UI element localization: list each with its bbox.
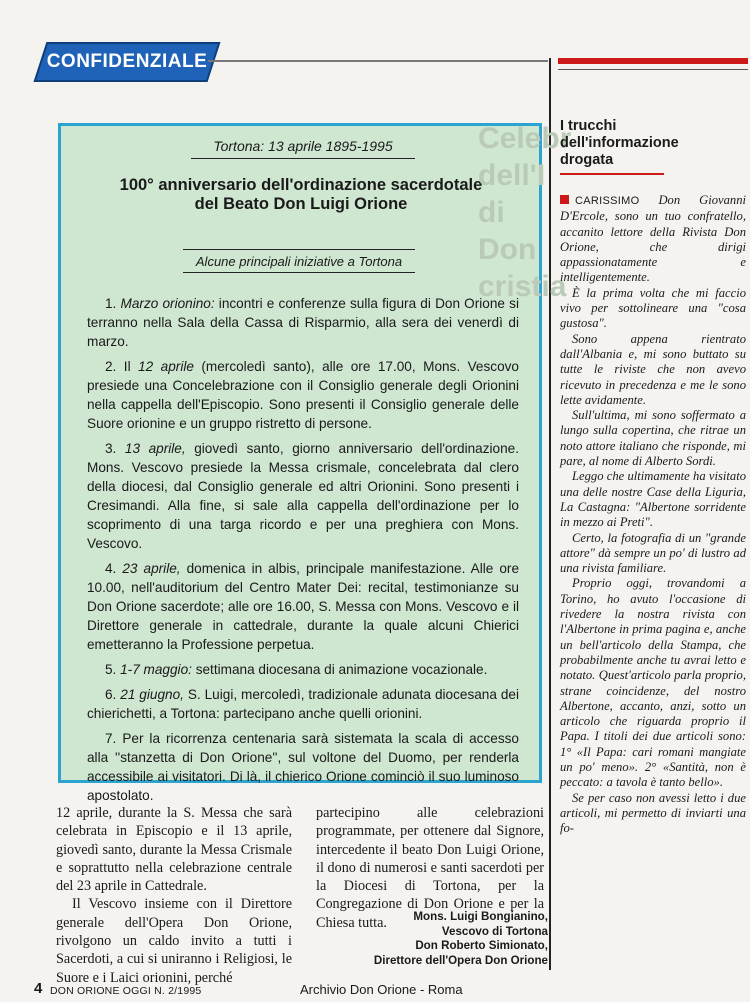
signature-block — [316, 910, 548, 968]
initiative-item: 2. Il 12 aprile (mercoledì santo), alle ore 17.00, Mons. Vescovo presiede una Concelebrazione con il Consiglio generale degli Orionini nella cappella dell'Episcopio. Sono presenti il Consiglio generale delle Suore orionine e un gruppo ristretto di persone. — [87, 359, 519, 431]
box-title-line: 100° anniversario dell'ordinazione sacerdotale — [119, 176, 483, 194]
anniversary-box — [58, 123, 542, 803]
archive-credit: Archivio Don Orione - Roma — [300, 982, 463, 997]
sidebar-thin-rule — [558, 69, 748, 70]
initiatives-list — [87, 294, 519, 811]
letter-paragraph: Se per caso non avessi letto i due articoli, mi permetto di inviarti una fo- — [560, 790, 746, 836]
box-title-line: del Beato Don Luigi Orione — [194, 195, 408, 213]
letter-paragraph: Certo, la fotografia di un "grande attore" dà sempre un po' di lustro ad una rivista familiare. — [560, 530, 746, 576]
red-square-icon — [560, 195, 569, 204]
box-title — [81, 176, 521, 214]
article-paragraph: partecipino alle celebrazioni programmate, per ottenere dal Signore, intercedente il beato Don Luigi Orione, il dono di numerosi e santi sacerdoti per la Diocesi di Tortona, per la Congregazione di Don Orione e per la Chiesa tutta. — [316, 805, 544, 931]
sidebar-title: I trucchi dell'informazione drogata — [560, 118, 679, 168]
letter-paragraph: Leggo che ultimamente ha visitato una delle nostre Case della Liguria, La Castagna: "Albertone sorridente in mezzo ai Preti". — [560, 469, 746, 530]
initiative-item: 3. 13 aprile, giovedì santo, giorno anniversario dell'ordinazione. Mons. Vescovo presiede la Messa crismale, concelebrata dal clero della diocesi, dal Consiglio generale ed altri Orionini. Sono presenti i Cresimandi. Alla fine, si sale alla cappella dell'ordinazione per lo scoprimento di una targa ricordo e per una preghiera con Mons. Vescovo. — [87, 441, 519, 551]
article-paragraph: 12 aprile, durante la S. Messa che sarà celebrata in Episcopio e il 13 aprile, giovedì santo, durante la Messa Crismale e soprattutto nella celebrazione centrale del 23 aprile in Cattedrale. — [56, 805, 292, 895]
letters-sidebar — [560, 118, 746, 836]
letter-paragraph: CARISSIMO Don Giovanni D'Ercole, sono un tuo confratello, accanito lettore della Rivista Don Orione, che dirigi appassionatamente e intelligentemente. — [560, 193, 746, 285]
letter-paragraph: Sono appena rientrato dall'Albania e, mi sono buttato su tutte le riviste che non avevo ricevuto in precedenza e me le sono lette avidamente. — [560, 331, 746, 407]
box-date-line: Tortona: 13 aprile 1895-1995 — [191, 138, 415, 159]
sidebar-letter — [560, 193, 746, 836]
signature-line: Mons. Luigi Bongianino, — [413, 910, 548, 923]
signature-line: Direttore dell'Opera Don Orione — [373, 953, 548, 967]
letter-paragraph: Sull'ultima, mi sono soffermato a lungo sulla copertina, che ritrae un noto attore italiano che risponde, mi pare, al nome di Alberto Sordi. — [560, 408, 746, 469]
sidebar-title-rule — [560, 173, 664, 175]
background-photo-text: Celebr dell'I di Don cristia — [478, 122, 572, 303]
publication-name: DON ORIONE OGGI N. 2/1995 — [50, 985, 202, 997]
box-subtitle: Alcune principali iniziative a Tortona — [183, 249, 415, 273]
initiative-item: 7. Per la ricorrenza centenaria sarà sistemata la scala di accesso alla ''stanzetta di Don Orione'', sul voltone del Duomo, per renderla accessibile ai visitatori. Di là, il chierico Orione cominciò il suo luminoso apostolato. — [87, 731, 519, 803]
signature-line: Vescovo di Tortona — [441, 924, 548, 938]
initiative-item: 1. Marzo orionino: incontri e conferenze sulla figura di Don Orione si terranno nella Sala della Cassa di Risparmio, alla sera dei venerdì di marzo. — [87, 296, 519, 349]
section-label: CONFIDENZIALE — [46, 51, 208, 72]
header-rule — [208, 60, 548, 62]
signature-line: Don Roberto Simionato, — [415, 939, 548, 952]
initiative-item: 4. 23 aprile, domenica in albis, principale manifestazione. Alle ore 10.00, nell'auditorium del Centro Mater Dei: recital, testimonianze su Don Orione sacerdote; alle ore 16.00, S. Messa con Mons. Vescovo e il Direttore generale in cattedrale, durante la quale alcuni Chierici emetteranno la Professione perpetua. — [87, 561, 520, 652]
initiative-item: 6. 21 giugno, S. Luigi, mercoledì, tradizionale adunata diocesana dei chierichetti, a Tortona: partecipano anche quelli orionini. — [87, 687, 519, 721]
section-label-tab — [34, 42, 221, 82]
initiative-item: 5. 1-7 maggio: settimana diocesana di animazione vocazionale. — [105, 662, 488, 677]
page-number: 4 — [34, 980, 43, 997]
letter-paragraph: È la prima volta che mi faccio vivo per sottolineare una "cosa gustosa". — [560, 285, 746, 331]
article-column-left — [56, 804, 292, 987]
article-paragraph: Il Vescovo insieme con il Direttore generale dell'Opera Don Orione, rivolgono un caldo invito a tutti i Sacerdoti, a cui si uniranno i Religiosi, le Suore e i Laici orionini, perché — [56, 896, 292, 986]
sidebar-red-rule — [558, 58, 748, 64]
letter-paragraph: Proprio oggi, trovandomi a Torino, ho avuto l'occasione di rivedere la nostra rivista con l'Albertone in prima pagina e, anche un bell'articolo della Stampa, che probabilmente anche tu avrai letto e notato. Quest'articolo parla proprio, strane coincidenze, del nostro Albertone, accanto, anzi, sotto un articolo che riguarda proprio il Papa. I titoli dei due articoli sono: 1° «Il Papa: cari romani mangiate un po' meno». 2° «Santità, non è peccato: a tavola è tanto bello». — [560, 576, 746, 790]
